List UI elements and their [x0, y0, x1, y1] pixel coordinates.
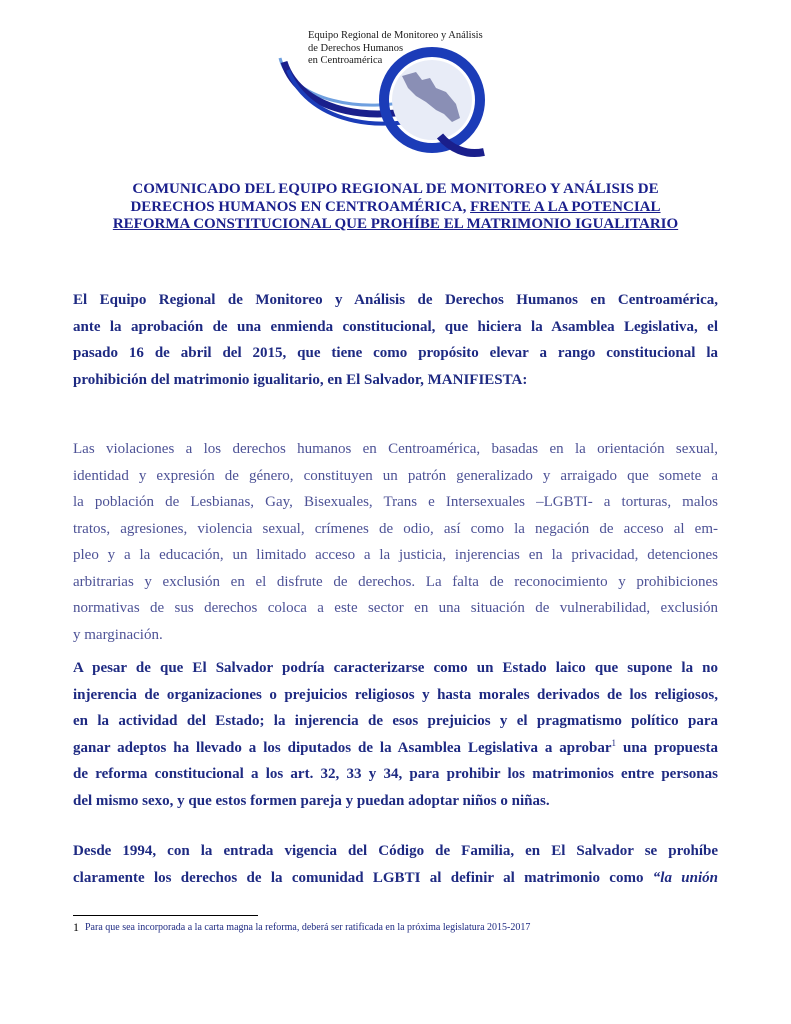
logo-line: Equipo Regional de Monitoreo y Análisis [308, 30, 483, 41]
text-line: pasado 16 de abril del 2015, que tiene como propósito elevar a rango constitucional la [73, 345, 718, 361]
text-line [73, 735, 718, 762]
text-line: normativas de sus derechos coloca a este sector en una situación de vulnerabilidad, exclusión [73, 600, 718, 616]
text-line: Las violaciones a los derechos humanos en Centroamérica, basadas en la orientación sexual, [73, 441, 718, 457]
title-underlined-text: FRENTE A LA POTENCIAL [470, 198, 661, 215]
text-segment: ganar adeptos ha llevado a los diputados de la Asamblea Legislativa a aprobar [73, 739, 612, 756]
text-segment: una propuesta [616, 739, 718, 756]
title-underlined-line: REFORMA CONSTITUCIONAL QUE PROHÍBE EL MATRIMONIO IGUALITARIO [112, 216, 679, 232]
text-line: y marginación. [73, 626, 163, 643]
paragraph-secular-state [73, 655, 718, 814]
text-segment: claramente los derechos de la comunidad LGBTI al definir al matrimonio como [73, 869, 653, 886]
footnote-number: 1 [73, 920, 79, 934]
text-line [73, 865, 718, 892]
paragraph-violations [73, 436, 718, 648]
manifesto-keyword: MANIFIESTA: [427, 371, 528, 388]
title-line: COMUNICADO DEL EQUIPO REGIONAL DE MONITOREO Y ANÁLISIS DE [132, 181, 659, 197]
communique-title [60, 181, 731, 234]
text-line: El Equipo Regional de Monitoreo y Análisis de Derechos Humanos en Centroamérica, [73, 292, 718, 308]
text-line: A pesar de que El Salvador podría caracterizarse como un Estado laico que supone la no [73, 660, 718, 676]
text-line: identidad y expresión de género, constituyen un patrón generalizado y arraigado que somete a [73, 467, 718, 484]
text-line: arbitrarias y exclusión en el disfrute de derechos. La falta de reconocimiento y prohibiciones [73, 573, 718, 590]
quoted-definition: “la unión [652, 869, 718, 886]
title-line [60, 199, 731, 217]
text-line [73, 367, 718, 394]
footnote-text: Para que sea incorporada a la carta magna la reforma, deberá ser ratificada en la próxima legislatura 2015-2017 [85, 922, 531, 933]
text-line: en la actividad del Estado; la injerencia de esos prejuicios y el pragmatismo político para [73, 713, 718, 729]
title-text: DERECHOS HUMANOS EN CENTROAMÉRICA, [130, 198, 471, 215]
paragraph-intro [73, 287, 718, 393]
text-line: del mismo sexo, y que estos formen pareja y puedan adoptar niños o niñas. [73, 792, 550, 809]
text-line: pleo y a la educación, un limitado acceso a la justicia, injerencias en la privacidad, detenciones [73, 547, 718, 563]
footnote-separator [73, 915, 258, 916]
text-line: la población de Lesbianas, Gay, Bisexuales, Trans e Intersexuales –LGBTI- a torturas, malos [73, 494, 718, 510]
paragraph-family-code [73, 838, 718, 891]
text-line: Desde 1994, con la entrada vigencia del Código de Familia, en El Salvador se prohíbe [73, 843, 718, 859]
footnote [73, 921, 733, 934]
logo-line: en Centroamérica [308, 55, 383, 66]
text-line: injerencia de organizaciones o prejuicios religiosos y hasta morales derivados de los religiosos, [73, 686, 718, 703]
text-line: tratos, agresiones, violencia sexual, crímenes de odio, así como la negación de acceso al em- [73, 520, 718, 537]
organization-logo [270, 18, 510, 166]
text-line: ante la aprobación de una enmienda constitucional, que hiciera la Asamblea Legislativa, el [73, 318, 718, 335]
footnote-reference[interactable]: 1 [611, 737, 617, 748]
text-segment: prohibición del matrimonio igualitario, en El Salvador, [73, 371, 428, 388]
logo-line: de Derechos Humanos [308, 42, 404, 54]
text-line: de reforma constitucional a los art. 32, 33 y 34, para prohibir los matrimonios entre personas [73, 766, 718, 782]
logo-text [308, 30, 518, 68]
